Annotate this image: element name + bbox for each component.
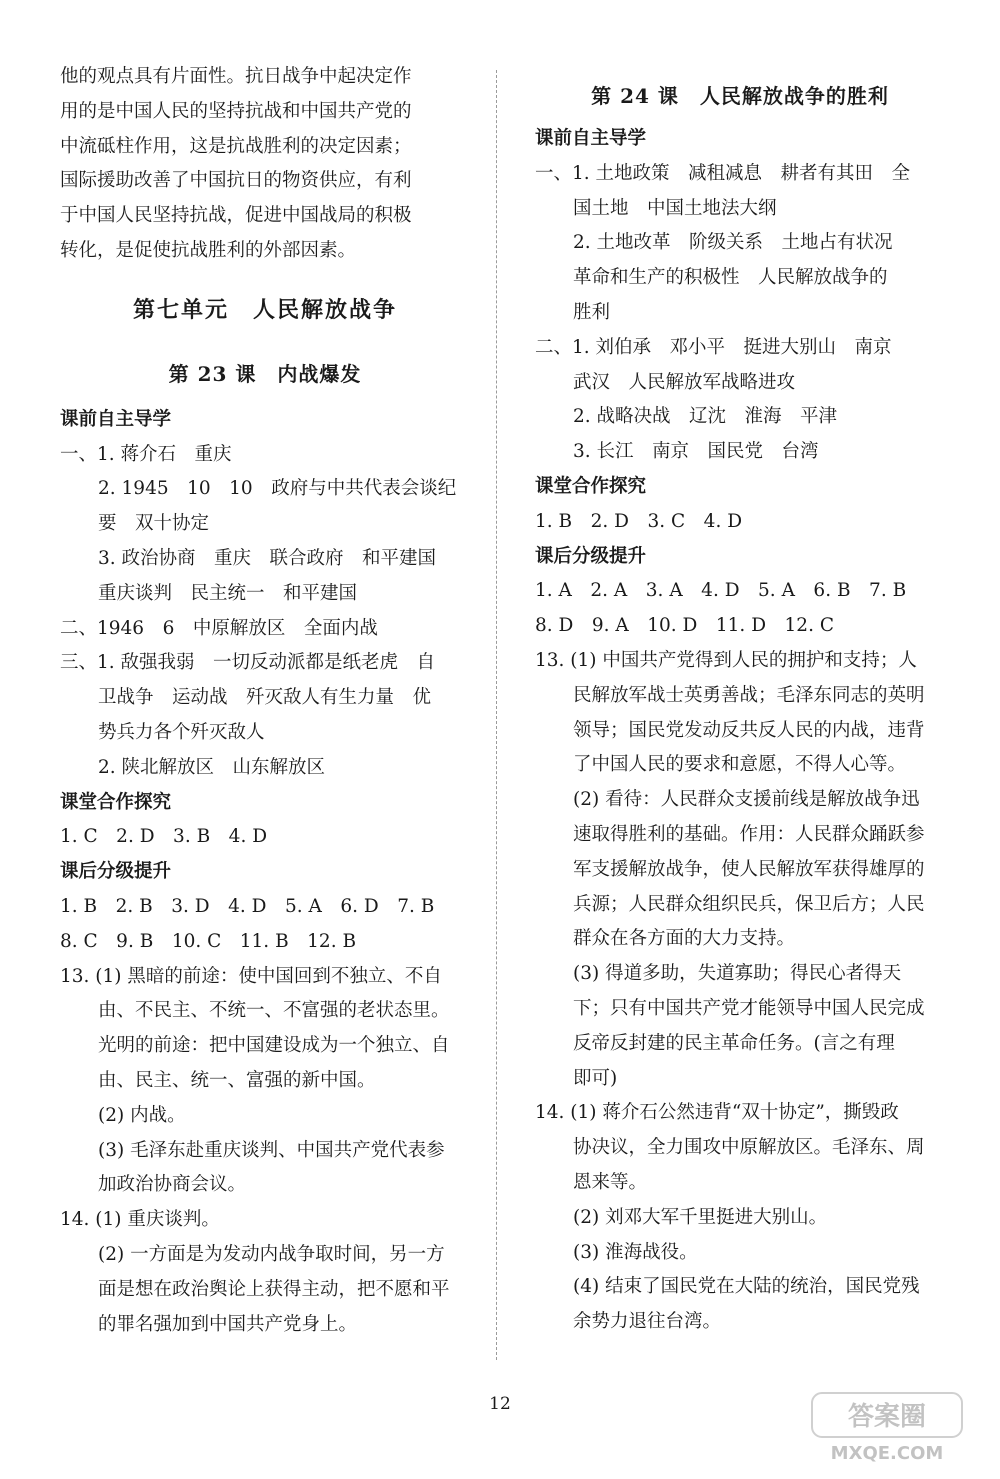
intro-paragraph xyxy=(60,60,470,269)
text-line: 2. 战略决战 辽沈 淮海 平津 xyxy=(573,406,838,428)
text-line: 由、民主、统一、富强的新中国。 xyxy=(98,1069,376,1091)
text-line: 速取得胜利的基础。作用：人民群众踊跃参 xyxy=(573,823,925,845)
text-line: 14. (1) 蒋介石公然违背“双十协定”，撕毁政 xyxy=(535,1102,899,1124)
text-line: 1. B 2. B 3. D 4. D 5. A 6. D 7. B xyxy=(60,895,435,917)
text-line: 一、1. 蒋介石 重庆 xyxy=(60,443,232,465)
text-line: 2. 土地改革 阶级关系 土地占有状况 xyxy=(573,232,893,254)
text-line: 反帝反封建的民主革命任务。(言之有理 xyxy=(573,1032,895,1054)
text-line: (4) 结束了国民党在大陆的统治，国民党残 xyxy=(573,1276,920,1298)
text-line: (2) 刘邓大军千里挺进大别山。 xyxy=(573,1206,828,1228)
text-line: (3) 淮海战役。 xyxy=(573,1241,698,1263)
text-line: 即可) xyxy=(573,1067,618,1089)
text-line: 转化，是促使抗战胜利的外部因素。 xyxy=(60,239,357,261)
text-line: 2. 1945 10 10 政府与中共代表会谈纪 xyxy=(98,478,457,500)
text-line: 武汉 人民解放军战略进攻 xyxy=(573,371,796,393)
text-line: (3) 毛泽东赴重庆谈判、中国共产党代表参 xyxy=(98,1139,445,1161)
text-line: 三、1. 敌强我弱 一切反动派都是纸老虎 自 xyxy=(60,652,436,674)
text-line: 的罪名强加到中国共产党身上。 xyxy=(98,1313,358,1335)
text-line: 协决议，全力围攻中原解放区。毛泽东、周 xyxy=(573,1137,925,1159)
text-line: 胜利 xyxy=(573,301,611,323)
text-line: 国土地 中国土地法大纲 xyxy=(573,197,777,219)
right-column xyxy=(535,60,945,1340)
section-heading-preview: 课前自主导学 xyxy=(60,408,172,430)
text-line: 1. C 2. D 3. B 4. D xyxy=(60,826,268,848)
text-line: 二、1946 6 中原解放区 全面内战 xyxy=(60,617,378,639)
text-line: 8. C 9. B 10. C 11. B 12. B xyxy=(60,930,357,952)
text-line: 于中国人民坚持抗战，促进中国战局的积极 xyxy=(60,205,412,227)
text-line: 中流砥柱作用，这是抗战胜利的决定因素； xyxy=(60,135,412,157)
section-heading-classroom: 课堂合作探究 xyxy=(60,791,172,813)
text-line: 领导；国民党发动反共反人民的内战，违背 xyxy=(573,719,925,741)
watermark-logo xyxy=(792,1387,982,1467)
left-column xyxy=(60,60,470,1342)
text-line: 卫战争 运动战 歼灭敌人有生力量 优 xyxy=(98,687,432,709)
answers-after-class xyxy=(535,574,945,1340)
text-line: 面是想在政治舆论上获得主动，把不愿和平 xyxy=(98,1278,450,1300)
text-line: 8. D 9. A 10. D 11. D 12. C xyxy=(535,615,834,637)
text-line: 13. (1) 黑暗的前途：使中国回到不独立、不自 xyxy=(60,965,442,987)
section-heading-preview: 课前自主导学 xyxy=(535,128,647,149)
text-line: 重庆谈判 民主统一 和平建国 xyxy=(98,582,358,604)
text-line: 13. (1) 中国共产党得到人民的拥护和支持；人 xyxy=(535,649,917,671)
text-line: 国际援助改善了中国抗日的物资供应，有利 xyxy=(60,170,412,192)
text-line: 加政治协商会议。 xyxy=(98,1174,247,1196)
watermark-text-top: 答案圈 xyxy=(847,1402,927,1432)
text-line: 3. 长江 南京 国民党 台湾 xyxy=(573,441,819,463)
text-line: 革命和生产的积极性 人民解放战争的 xyxy=(573,267,888,289)
text-line: 3. 政治协商 重庆 联合政府 和平建国 xyxy=(98,547,437,569)
text-line: 1. A 2. A 3. A 4. D 5. A 6. B 7. B xyxy=(535,580,907,602)
text-line: 用的是中国人民的坚持抗战和中国共产党的 xyxy=(60,100,412,122)
text-line: 二、1. 刘伯承 邓小平 挺进大别山 南京 xyxy=(535,336,892,358)
lesson-title-23: 第 23 课 内战爆发 xyxy=(168,361,362,386)
text-line: (2) 看待：人民群众支援前线是解放战争迅 xyxy=(573,789,920,811)
column-divider xyxy=(496,70,497,1360)
text-line: 民解放军战士英勇善战；毛泽东同志的英明 xyxy=(573,684,925,706)
text-line: 恩来等。 xyxy=(573,1171,648,1193)
text-line: (3) 得道多助，失道寡助；得民心者得天 xyxy=(573,963,902,985)
text-line: 了中国人民的要求和意愿，不得人心等。 xyxy=(573,754,907,776)
text-line: 1. B 2. D 3. C 4. D xyxy=(535,510,743,532)
answers-classroom xyxy=(535,505,945,540)
text-line: 14. (1) 重庆谈判。 xyxy=(60,1209,220,1231)
text-line: (2) 内战。 xyxy=(98,1104,186,1126)
text-line: 2. 陕北解放区 山东解放区 xyxy=(98,756,326,778)
text-line: 军支援解放战争，使人民解放军获得雄厚的 xyxy=(573,858,925,880)
page-number: 12 xyxy=(489,1394,511,1414)
text-line: (2) 一方面是为发动内战争取时间，另一方 xyxy=(98,1243,445,1265)
text-line: 势兵力各个歼灭敌人 xyxy=(98,721,265,743)
answers-classroom xyxy=(60,820,470,855)
text-line: 一、1. 土地政策 减租减息 耕者有其田 全 xyxy=(535,162,911,184)
answers-preview xyxy=(535,157,945,470)
section-heading-after-class: 课后分级提升 xyxy=(535,545,647,567)
watermark-text-bottom: MXQE.COM xyxy=(830,1443,944,1464)
text-line: 群众在各方面的大力支持。 xyxy=(573,928,796,950)
text-line: 下；只有中国共产党才能领导中国人民完成 xyxy=(573,997,925,1019)
text-line: 他的观点具有片面性。抗日战争中起决定作 xyxy=(60,66,412,87)
answers-after-class xyxy=(60,890,470,1342)
lesson-title-24: 第 24 课 人民解放战争的胜利 xyxy=(591,84,889,108)
section-heading-after-class: 课后分级提升 xyxy=(60,861,172,883)
section-heading-classroom: 课堂合作探究 xyxy=(535,475,647,497)
answers-preview xyxy=(60,438,470,786)
text-line: 由、不民主、不统一、不富强的老状态里。 xyxy=(98,1000,450,1022)
text-line: 要 双十协定 xyxy=(98,513,210,535)
unit-title: 第七单元 人民解放战争 xyxy=(132,296,397,323)
text-line: 光明的前途：把中国建设成为一个独立、自 xyxy=(98,1035,450,1057)
text-line: 兵源；人民群众组织民兵，保卫后方；人民 xyxy=(573,893,925,915)
text-line: 余势力退往台湾。 xyxy=(573,1311,722,1333)
